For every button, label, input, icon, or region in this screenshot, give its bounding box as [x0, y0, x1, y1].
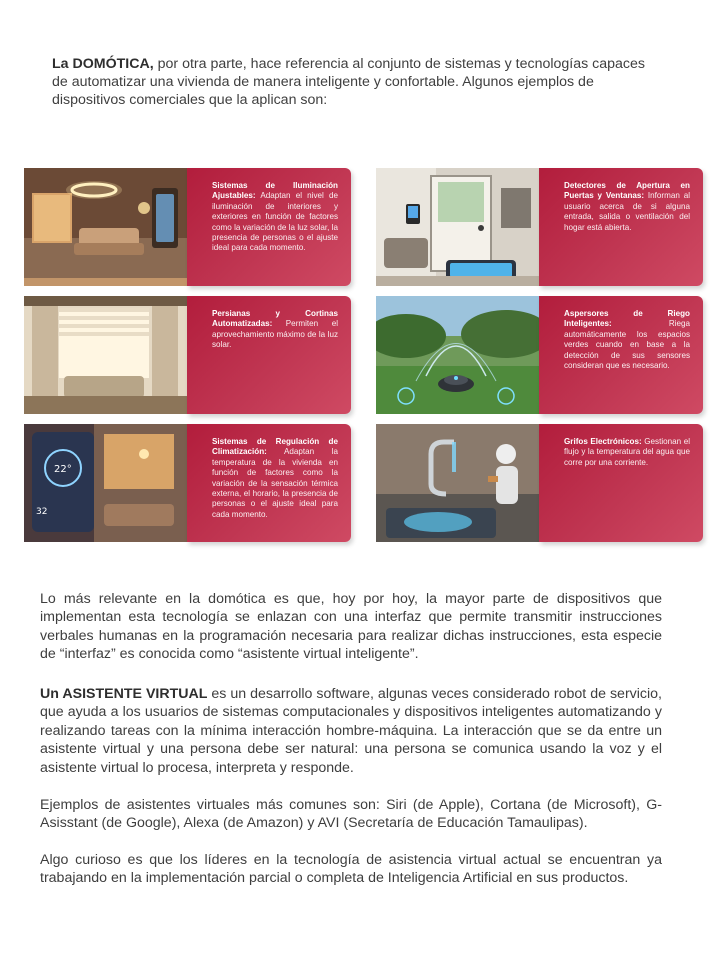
- climate-room-image: [24, 424, 187, 542]
- door-room-image: [376, 168, 539, 286]
- paragraph-curioso: Algo curioso es que los líderes en la tecnología de asistencia virtual actual se encuentran ya trabajando en la implementación parcial o completa de Inteligencia Artificial en sus productos.: [40, 852, 662, 887]
- card-faucets: [376, 424, 703, 542]
- blinds-room-image: [24, 296, 187, 414]
- card-sprinklers: [376, 296, 703, 414]
- faucet-kitchen-image: [376, 424, 539, 542]
- card-text: [564, 181, 690, 233]
- card-desc: Informan al usuario acerca de si alguna entrada, salida o ventilación del hogar está abierta.: [564, 191, 690, 232]
- card-text: [212, 181, 338, 254]
- card-desc: Adaptan la temperatura de la vivienda en función de factores como la variación de la sensación térmica externa, el horario, la presencia de personas o el ajuste ideal para cada momento.: [212, 447, 338, 519]
- card-door-detector: [376, 168, 703, 286]
- intro-paragraph: [52, 55, 662, 109]
- card-title: Sistemas de Regulación de Climatización:: [212, 437, 338, 457]
- paragraph-domotica-relevance: Lo más relevante en la domótica es que, hoy por hoy, la mayor parte de dispositivos que implementan esta tecnología se enlazan con una interfaz que permite transmitir instrucciones verbales humanas en la programación necesaria para realizar dichas instrucciones, esta especie de “interfaz” es conocida como “asistente virtual inteligente”.: [40, 591, 662, 663]
- card-title: Persianas y Cortinas Automatizadas:: [212, 309, 338, 329]
- intro-text: por otra parte, hace referencia al conjunto de sistemas y tecnologías capaces de automatizar una vivienda de manera inteligente y confortable. Algunos ejemplos de dispositivos comerciales que la aplican son:: [52, 56, 646, 108]
- card-text: [212, 437, 338, 520]
- paragraph-asistente-virtual: [40, 685, 662, 777]
- intro-bold: La DOMÓTICA,: [52, 56, 154, 72]
- paragraph-ejemplos: Ejemplos de asistentes virtuales más comunes son: Siri (de Apple), Cortana (de Microsoft), G-Asisstant (de Google), Alexa (de Amazon) y AVI (Secretaría de Educación Tamaulipas).: [40, 797, 662, 832]
- lighting-room-image: [24, 168, 187, 286]
- card-text: [564, 437, 690, 468]
- card-lighting: [24, 168, 351, 286]
- thermostat-side: 32: [36, 507, 48, 517]
- card-text: [564, 309, 690, 371]
- card-desc: Gestionan el flujo y la temperatura del agua que corre por una corriente.: [564, 437, 690, 467]
- card-text: [212, 309, 338, 351]
- card-desc: Permiten el aprovechamiento máximo de la luz solar.: [212, 319, 338, 350]
- card-blinds: [24, 296, 351, 414]
- asistente-bold: Un ASISTENTE VIRTUAL: [40, 686, 208, 702]
- card-climate: [24, 424, 351, 542]
- card-title: Sistemas de Iluminación Ajustables:: [212, 181, 338, 201]
- asistente-text: es un desarrollo software, algunas veces considerado robot de servicio, que ayuda a los usuarios de sistemas computacionales y dispositivos inteligentes automatizando y realizando tareas con la mínima interacción hombre-máquina. La interacción que se da entre un asistente virtual y una persona debe ser natural: una persona se comunica usando la voz y el asistente virtual lo procesa, interpreta y responde.: [40, 686, 662, 776]
- card-title: Detectores de Apertura en Puertas y Ventanas:: [564, 181, 690, 201]
- card-title: Aspersores de Riego Inteligentes:: [564, 309, 690, 329]
- card-title: Grifos Electrónicos:: [564, 437, 642, 446]
- card-desc: Adaptan el nivel de iluminación de interiores y exteriores en función de factores como la variación de la luz solar, la presencia de personas o el ajuste ideal para cada momento.: [212, 191, 338, 253]
- sprinkler-garden-image: [376, 296, 539, 414]
- thermostat-temp: 22°: [54, 464, 72, 475]
- card-desc: Riega automáticamente los espacios verdes cuando en base a la detección de sus sensores consideran que es necesario.: [564, 319, 690, 371]
